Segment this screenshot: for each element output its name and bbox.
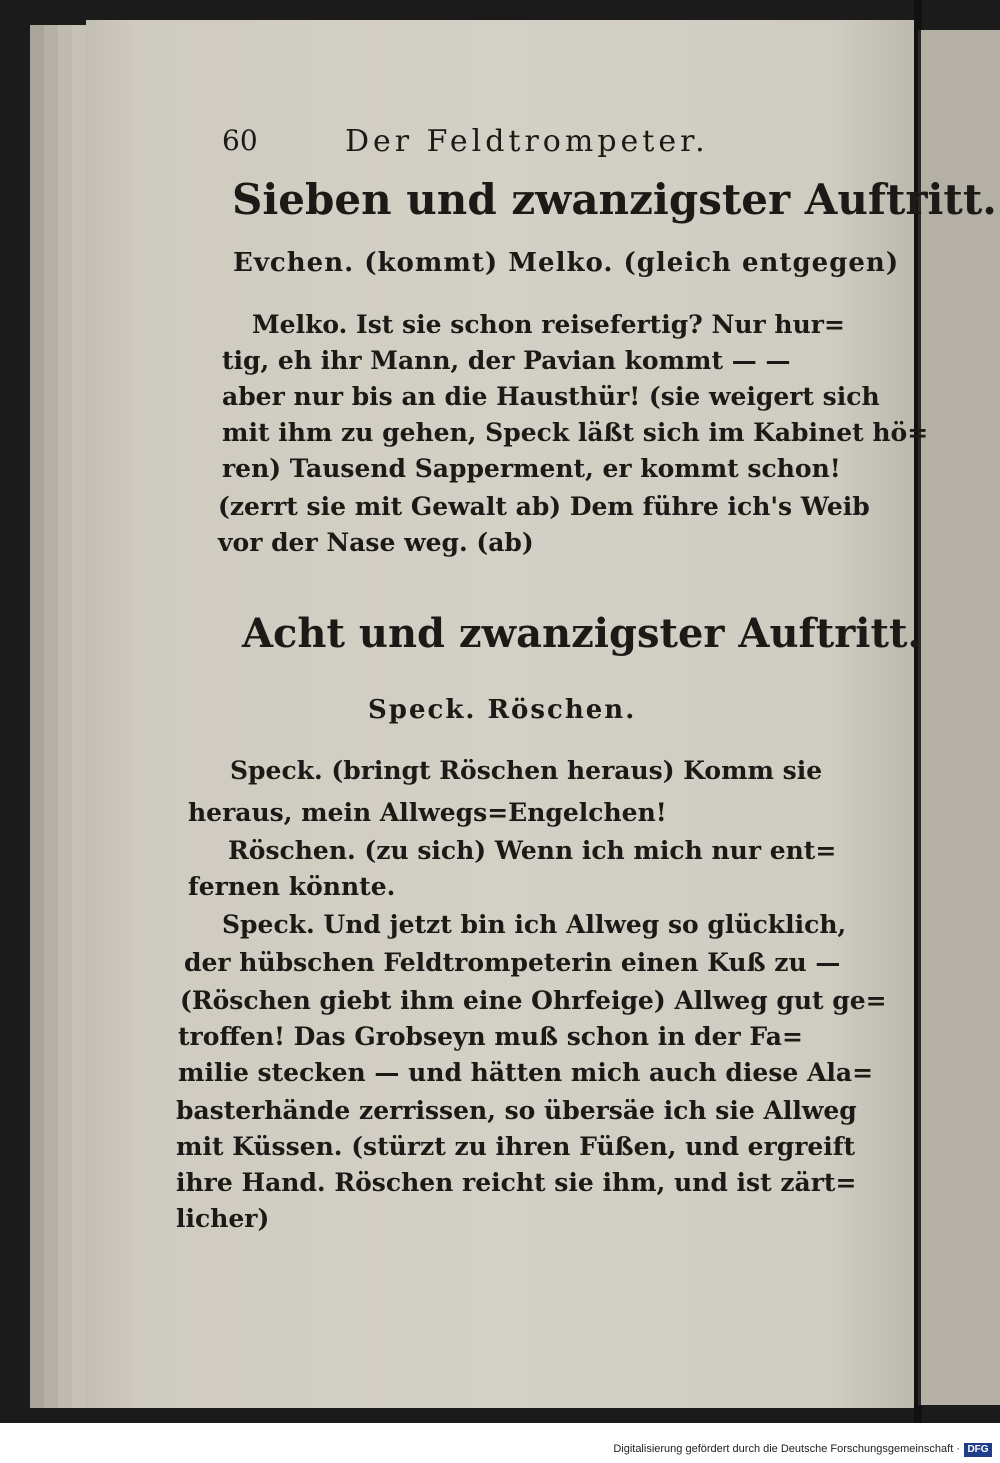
text-line: vor der Nase weg. (ab) [218,528,534,557]
page-edge [44,25,59,1408]
text-line: (zerrt sie mit Gewalt ab) Dem führe ich's Weib [218,492,870,521]
page-edge [30,25,45,1408]
page-edge [58,25,73,1408]
text-line: tig, eh ihr Mann, der Pavian kommt — — [222,346,791,375]
next-page-edge [918,30,1000,1405]
text-line: basterhände zerrissen, so übersäe ich sie Allweg [176,1096,857,1125]
scene-cast: Speck. Röschen. [368,695,637,725]
text-line: fernen könnte. [188,872,396,901]
scene-heading: Acht und zwanzigster Auftritt. [242,610,922,657]
text-line: Röschen. (zu sich) Wenn ich mich nur ent= [228,836,837,865]
text-line: Speck. Und jetzt bin ich Allweg so glücklich, [222,910,847,939]
text-line: ihre Hand. Röschen reicht sie ihm, und ist zärt= [176,1168,857,1197]
text-line: aber nur bis an die Hausthür! (sie weigert sich [222,382,880,411]
text-line: mit Küssen. (stürzt zu ihren Füßen, und ergreift [176,1132,856,1161]
scene-cast: Evchen. (kommt) Melko. (gleich entgegen) [233,248,900,278]
dfg-logo: DFG [964,1443,992,1457]
text-line: licher) [176,1204,270,1233]
footer-credit: Digitalisierung gefördert durch die Deutsche Forschungsgemeinschaft · [613,1443,960,1455]
text-line: der hübschen Feldtrompeterin einen Kuß zu — [184,948,841,977]
page-edge [72,25,87,1408]
scene-heading: Sieben und zwanzigster Auftritt. [232,175,997,224]
text-line: heraus, mein Allwegs=Engelchen! [188,798,667,827]
running-title: Der Feldtrompeter. [345,124,709,159]
text-line: Speck. (bringt Röschen heraus) Komm sie [230,756,823,785]
text-line: mit ihm zu gehen, Speck läßt sich im Kabinet hö= [222,418,929,447]
text-line: (Röschen giebt ihm eine Ohrfeige) Allweg gut ge= [180,986,887,1015]
text-line: milie stecken — und hätten mich auch diese Ala= [178,1058,874,1087]
text-line: troffen! Das Grobseyn muß schon in der Fa= [178,1022,803,1051]
page-number: 60 [222,124,258,157]
text-line: ren) Tausend Sapperment, er kommt schon! [222,454,841,483]
text-line: Melko. Ist sie schon reisefertig? Nur hur= [252,310,845,339]
